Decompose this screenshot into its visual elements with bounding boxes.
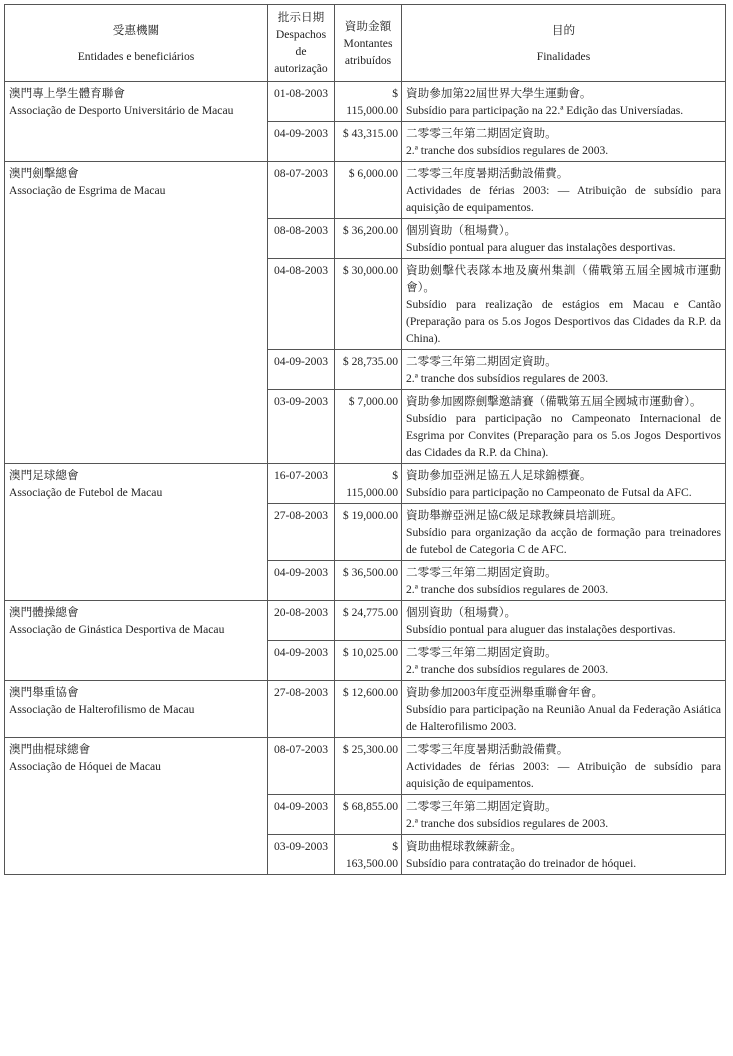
purpose-cell: [402, 219, 726, 259]
purpose-cell: [402, 82, 726, 122]
amount-cell: $ 7,000.00: [335, 390, 402, 464]
purpose-pt: 2.ª tranche dos subsídios regulares de 2003.: [406, 372, 609, 385]
purpose-cell: [402, 259, 726, 350]
purpose-pt: Actividades de férias 2003: — Atribuição de subsídio para aquisição de equipamentos.: [406, 184, 721, 214]
table-row: [5, 162, 726, 219]
subsidy-table: [4, 4, 726, 875]
amount-cell: $ 24,775.00: [335, 601, 402, 641]
purpose-zh: 二零零三年度暑期活動設備費。: [406, 167, 569, 180]
entity-cell: [5, 162, 268, 464]
purpose-zh: 二零零三年第二期固定資助。: [406, 355, 557, 368]
subsidy-document: [4, 4, 726, 875]
entity-name-zh: 澳門體操總會: [9, 606, 79, 619]
amount-cell: $ 43,315.00: [335, 122, 402, 162]
purpose-cell: [402, 795, 726, 835]
amount-cell: $ 36,200.00: [335, 219, 402, 259]
entity-name-zh: 澳門劍擊總會: [9, 167, 79, 180]
date-cell: 16-07-2003: [268, 464, 335, 504]
purpose-cell: [402, 504, 726, 561]
entity-name-pt: Associação de Halterofilismo de Macau: [9, 703, 195, 716]
header-entity: [5, 5, 268, 82]
entity-cell: [5, 464, 268, 601]
header-date-pt2: autorização: [274, 62, 328, 75]
table-row: [5, 738, 726, 795]
entity-name-zh: 澳門足球總會: [9, 469, 79, 482]
entity-name-pt: Associação de Ginástica Desportiva de Macau: [9, 623, 225, 636]
purpose-cell: [402, 835, 726, 875]
table-row: [5, 82, 726, 122]
purpose-pt: Subsídio para organização da acção de formação para treinadores de futebol de Categoria C de AFC.: [406, 526, 721, 556]
purpose-pt: 2.ª tranche dos subsídios regulares de 2003.: [406, 817, 609, 830]
header-date: [268, 5, 335, 82]
purpose-zh: 資助參加國際劍擊邀請賽（備戰第五屆全國城市運動會）。: [406, 395, 702, 408]
amount-cell: $ 6,000.00: [335, 162, 402, 219]
purpose-pt: 2.ª tranche dos subsídios regulares de 2003.: [406, 583, 609, 596]
date-cell: 04-09-2003: [268, 122, 335, 162]
header-date-pt1: Despachos de: [275, 28, 327, 58]
entity-cell: [5, 738, 268, 875]
header-purpose-zh: 目的: [551, 23, 576, 37]
purpose-cell: [402, 350, 726, 390]
entity-name-pt: Associação de Esgrima de Macau: [9, 184, 166, 197]
header-purpose-pt: Finalidades: [536, 49, 591, 63]
entity-name-zh: 澳門曲棍球總會: [9, 743, 91, 756]
amount-cell: $ 115,000.00: [335, 464, 402, 504]
purpose-cell: [402, 738, 726, 795]
purpose-pt: Subsídio para participação na 22.ª Edição das Universíadas.: [406, 104, 684, 117]
header-row: [5, 5, 726, 82]
header-amount-pt2: atribuídos: [344, 53, 392, 67]
purpose-pt: 2.ª tranche dos subsídios regulares de 2003.: [406, 663, 609, 676]
purpose-pt: Actividades de férias 2003: — Atribuição de subsídio para aquisição de equipamentos.: [406, 760, 721, 790]
amount-cell: $ 10,025.00: [335, 641, 402, 681]
amount-cell: $ 28,735.00: [335, 350, 402, 390]
purpose-pt: Subsídio para participação no Campeonato de Futsal da AFC.: [406, 486, 692, 499]
purpose-cell: [402, 561, 726, 601]
date-cell: 04-09-2003: [268, 350, 335, 390]
table-row: [5, 464, 726, 504]
purpose-cell: [402, 601, 726, 641]
amount-cell: $ 25,300.00: [335, 738, 402, 795]
purpose-cell: [402, 681, 726, 738]
entity-name-pt: Associação de Desporto Universitário de Macau: [9, 104, 234, 117]
amount-cell: $ 12,600.00: [335, 681, 402, 738]
purpose-zh: 二零零三年第二期固定資助。: [406, 646, 557, 659]
amount-cell: $ 36,500.00: [335, 561, 402, 601]
purpose-zh: 二零零三年第二期固定資助。: [406, 566, 557, 579]
date-cell: 03-09-2003: [268, 835, 335, 875]
purpose-zh: 二零零三年度暑期活動設備費。: [406, 743, 569, 756]
amount-cell: $ 30,000.00: [335, 259, 402, 350]
purpose-pt: Subsídio para realização de estágios em Macau e Cantão (Preparação para os 5.os Jogos Desportivos das Cidades da R.P. da China).: [406, 298, 721, 345]
date-cell: 08-07-2003: [268, 162, 335, 219]
entity-name-zh: 澳門專上學生體育聯會: [9, 87, 125, 100]
purpose-cell: [402, 464, 726, 504]
purpose-pt: Subsídio para participação no Campeonato Internacional de Esgrima por Convites (Preparação para os 5.os Jogos Desportivos das Cidades da R.P. da China).: [406, 412, 721, 459]
purpose-zh: 資助參加亞洲足協五人足球錦標賽。: [406, 469, 592, 482]
date-cell: 27-08-2003: [268, 681, 335, 738]
purpose-zh: 二零零三年第二期固定資助。: [406, 127, 557, 140]
date-cell: 03-09-2003: [268, 390, 335, 464]
table-row: [5, 681, 726, 738]
date-cell: 04-09-2003: [268, 561, 335, 601]
header-amount: [335, 5, 402, 82]
amount-cell: $ 163,500.00: [335, 835, 402, 875]
date-cell: 08-07-2003: [268, 738, 335, 795]
header-amount-pt1: Montantes: [343, 36, 393, 50]
entity-name-pt: Associação de Hóquei de Macau: [9, 760, 161, 773]
purpose-zh: 二零零三年第二期固定資助。: [406, 800, 557, 813]
purpose-cell: [402, 390, 726, 464]
date-cell: 08-08-2003: [268, 219, 335, 259]
header-entity-zh: 受惠機關: [112, 23, 160, 37]
date-cell: 27-08-2003: [268, 504, 335, 561]
purpose-cell: [402, 122, 726, 162]
date-cell: 01-08-2003: [268, 82, 335, 122]
entity-name-zh: 澳門舉重協會: [9, 686, 79, 699]
date-cell: 04-09-2003: [268, 795, 335, 835]
purpose-zh: 資助舉辦亞洲足協C級足球教練員培訓班。: [406, 509, 623, 522]
purpose-pt: Subsídio pontual para aluguer das instalações desportivas.: [406, 623, 676, 636]
header-purpose: [402, 5, 726, 82]
purpose-pt: 2.ª tranche dos subsídios regulares de 2003.: [406, 144, 609, 157]
purpose-zh: 資助劍擊代表隊本地及廣州集訓（備戰第五屆全國城市運動會）。: [406, 264, 721, 294]
purpose-cell: [402, 641, 726, 681]
header-amount-zh: 資助金額: [344, 19, 392, 33]
amount-cell: $ 19,000.00: [335, 504, 402, 561]
entity-cell: [5, 681, 268, 738]
amount-cell: $ 115,000.00: [335, 82, 402, 122]
date-cell: 04-08-2003: [268, 259, 335, 350]
purpose-zh: 個別資助（租場費）。: [406, 224, 517, 237]
date-cell: 04-09-2003: [268, 641, 335, 681]
purpose-zh: 資助參加2003年度亞洲舉重聯會年會。: [406, 686, 604, 699]
table-row: [5, 601, 726, 641]
purpose-pt: Subsídio pontual para aluguer das instalações desportivas.: [406, 241, 676, 254]
purpose-pt: Subsídio para participação na Reunião Anual da Federação Asiática de Halterofilismo 2003.: [406, 703, 721, 733]
amount-cell: $ 68,855.00: [335, 795, 402, 835]
purpose-cell: [402, 162, 726, 219]
purpose-zh: 個別資助（租場費）。: [406, 606, 517, 619]
entity-name-pt: Associação de Futebol de Macau: [9, 486, 163, 499]
header-entity-pt: Entidades e beneficiários: [77, 49, 195, 63]
entity-cell: [5, 82, 268, 162]
entity-cell: [5, 601, 268, 681]
purpose-pt: Subsídio para contratação do treinador de hóquei.: [406, 857, 637, 870]
purpose-zh: 資助曲棍球教練薪金。: [406, 840, 522, 853]
header-date-zh: 批示日期: [277, 11, 325, 24]
date-cell: 20-08-2003: [268, 601, 335, 641]
purpose-zh: 資助參加第22屆世界大學生運動會。: [406, 87, 592, 100]
